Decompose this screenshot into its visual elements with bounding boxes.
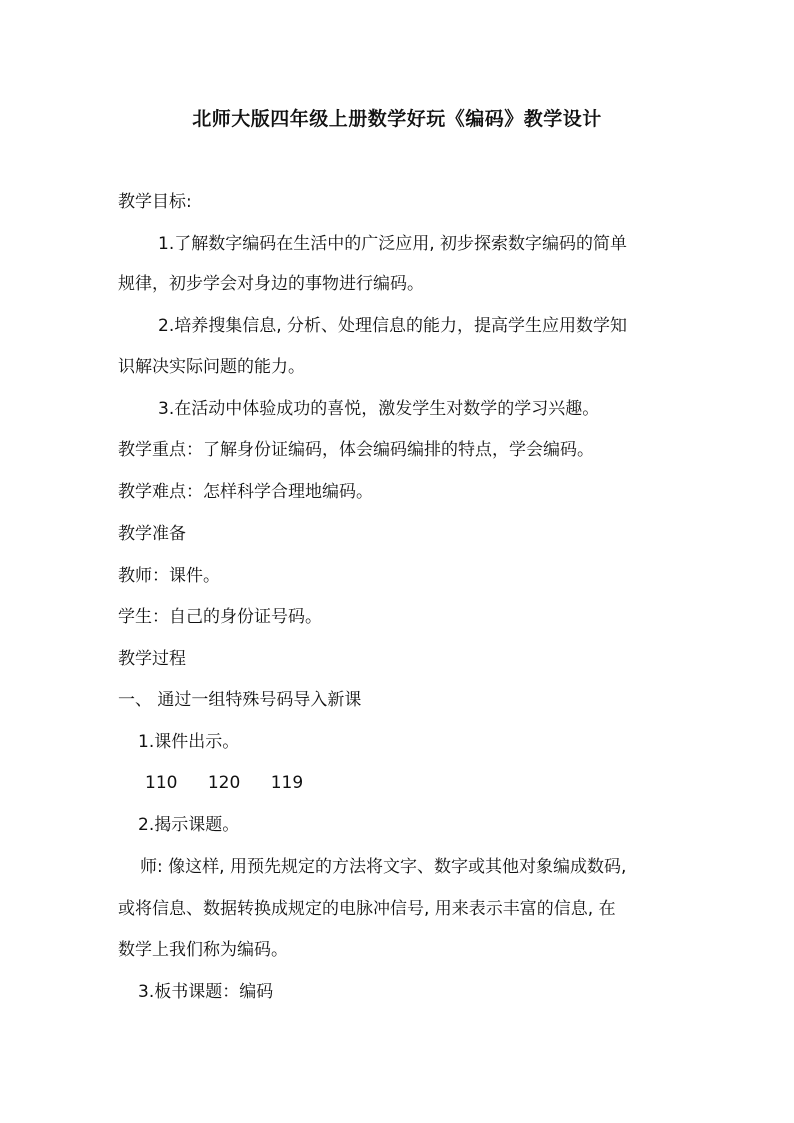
prep-heading: 教学准备 <box>118 524 186 544</box>
step-2: 2.揭示课题。 <box>138 815 240 835</box>
document-title: 北师大版四年级上册数学好玩《编码》教学设计 <box>192 108 602 130</box>
step-3: 3.板书课题：编码 <box>138 982 274 1002</box>
teacher-line-1: 师: 像这样, 用预先规定的方法将文字、数字或其他对象编成数码, <box>140 857 627 877</box>
number-item: 110 <box>145 773 178 793</box>
prep-teacher: 教师：课件。 <box>118 566 220 586</box>
teacher-line-2: 或将信息、数据转换成规定的电脉冲信号, 用来表示丰富的信息, 在 <box>118 899 616 919</box>
goals-heading: 教学目标: <box>118 192 192 212</box>
step-1: 1.课件出示。 <box>138 732 240 752</box>
process-heading: 教学过程 <box>118 649 186 669</box>
difficulty: 教学难点：怎样科学合理地编码。 <box>118 482 373 502</box>
goal-2-line-1: 2.培养搜集信息, 分析、处理信息的能力，提高学生应用数学知 <box>158 316 628 336</box>
goal-1-line-2: 规律，初步学会对身边的事物进行编码。 <box>118 274 424 294</box>
number-item: 120 <box>207 773 241 793</box>
teacher-line-3: 数学上我们称为编码。 <box>118 940 288 960</box>
prep-student: 学生：自己的身份证号码。 <box>118 607 322 627</box>
section-1-heading: 一、 通过一组特殊号码导入新课 <box>118 690 362 710</box>
special-numbers <box>145 771 328 795</box>
goal-1-line-1: 1.了解数字编码在生活中的广泛应用, 初步探索数字编码的简单 <box>158 234 628 254</box>
key-point: 教学重点：了解身份证编码，体会编码编排的特点，学会编码。 <box>118 440 594 460</box>
number-item: 119 <box>270 773 304 793</box>
goal-3: 3.在活动中体验成功的喜悦，激发学生对数学的学习兴趣。 <box>158 399 600 419</box>
goal-2-line-2: 识解决实际问题的能力。 <box>118 357 305 377</box>
